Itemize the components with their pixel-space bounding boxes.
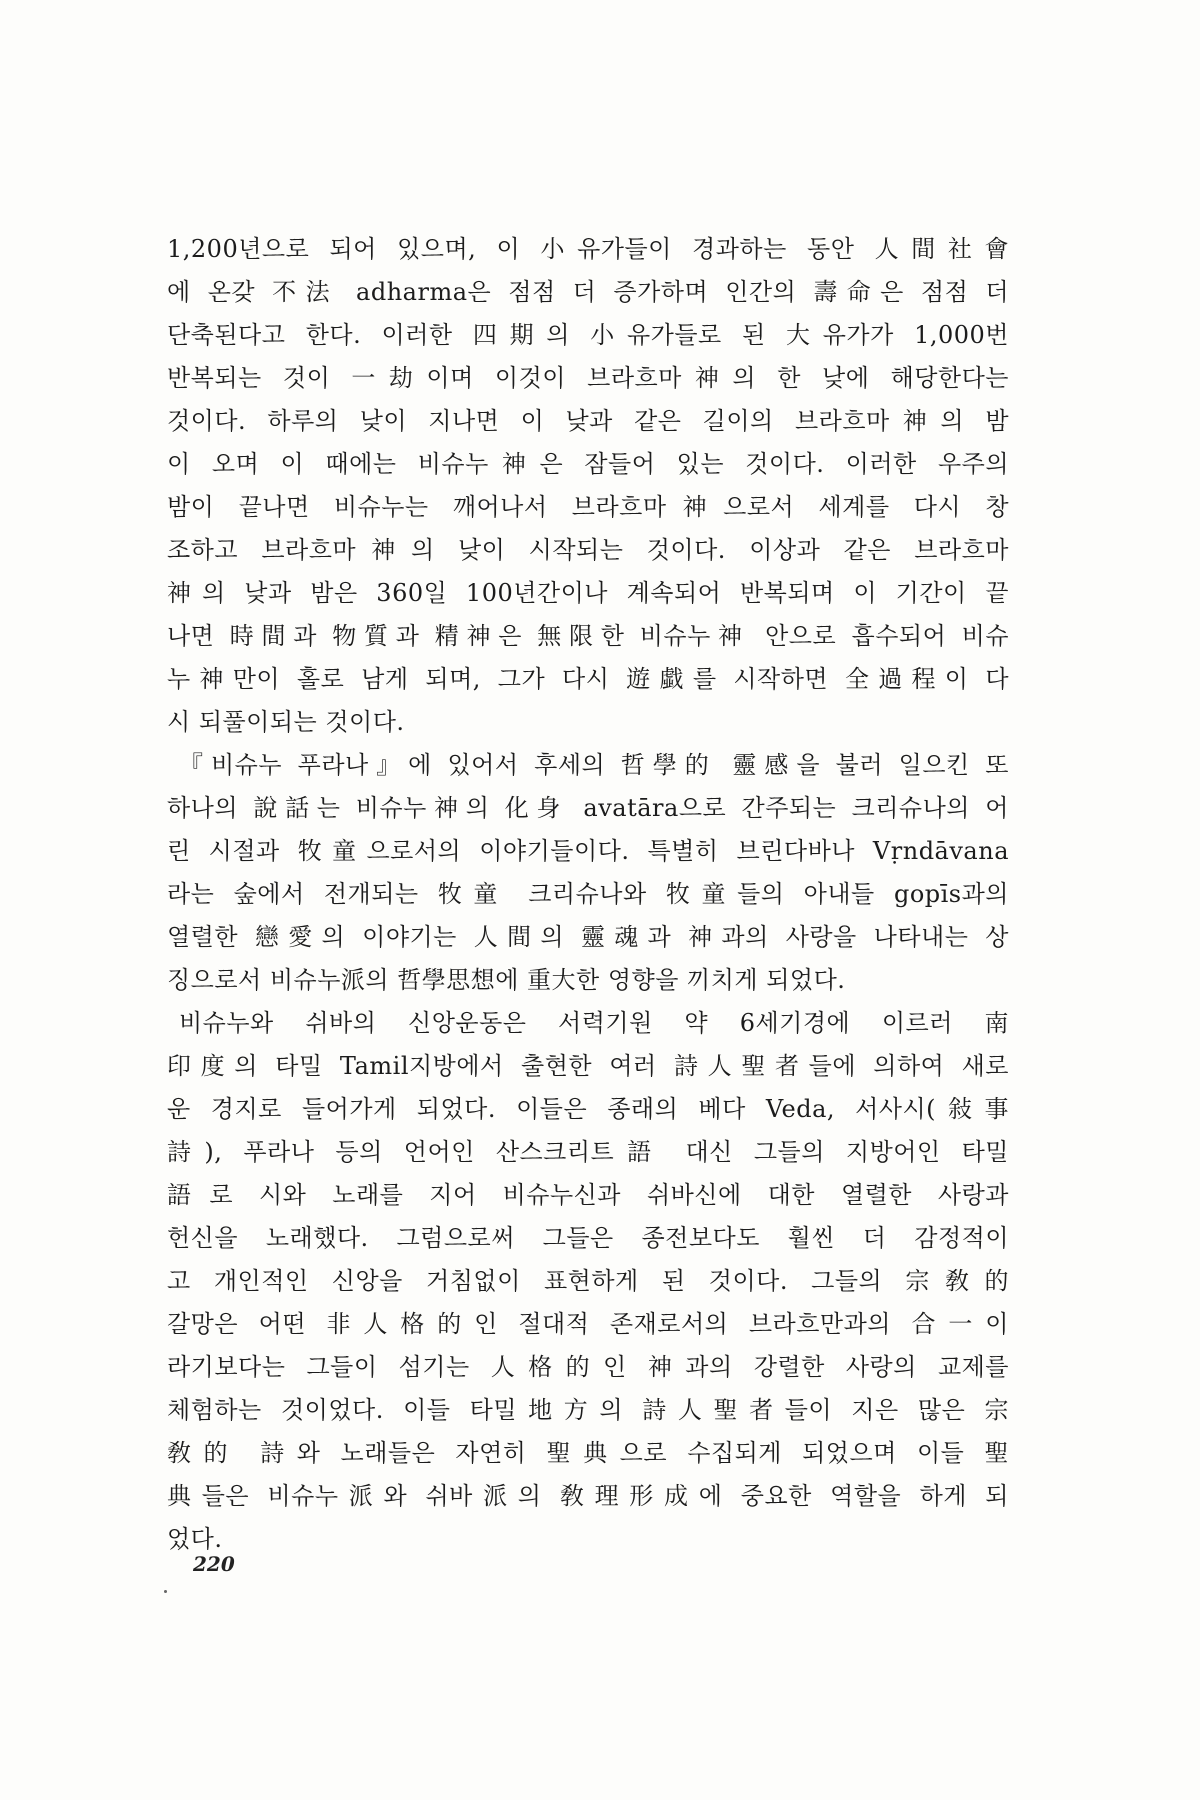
paragraph-start-line: 『비슈누 푸라나』에 있어서 후세의 哲學的 靈感을 불러 일으킨 또 <box>179 751 1009 779</box>
text-line: 나면 時間과 物質과 精神은 無限한 비슈누神 안으로 흡수되어 비슈 <box>167 622 1009 650</box>
text-line: 고 개인적인 신앙을 거침없이 표현하게 된 것이다. 그들의 宗敎的 <box>167 1267 1009 1295</box>
text-line: 체험하는 것이었다. 이들 타밀地方의 詩人聖者들이 지은 많은 宗 <box>167 1396 1009 1424</box>
text-line: 에 온갖 不法 adharma은 점점 더 증가하며 인간의 壽命은 점점 더 <box>167 278 1009 306</box>
text-line: 운 경지로 들어가게 되었다. 이들은 종래의 베다 Veda, 서사시(敍事 <box>167 1095 1009 1123</box>
page-number: 220 <box>193 1552 235 1576</box>
text-line: 하나의 說話는 비슈누神의 化身 avatāra으로 간주되는 크리슈나의 어 <box>167 794 1009 822</box>
text-line: 敎的 詩와 노래들은 자연히 聖典으로 수집되게 되었으며 이들 聖 <box>167 1439 1009 1467</box>
paragraph-start-line: 비슈누와 쉬바의 신앙운동은 서력기원 약 6세기경에 이르러 南 <box>179 1009 1009 1037</box>
text-line: 典들은 비슈누派와 쉬바派의 敎理形成에 중요한 역할을 하게 되 <box>167 1482 1009 1510</box>
text-line: 린 시절과 牧童으로서의 이야기들이다. 특별히 브린다바나 Vṛndāvana <box>167 837 1009 865</box>
text-line: 밤이 끝나면 비슈누는 깨어나서 브라흐마神으로서 세계를 다시 창 <box>167 493 1009 521</box>
text-line: 라기보다는 그들이 섬기는 人格的인 神과의 강렬한 사랑의 교제를 <box>167 1353 1009 1381</box>
text-line: 헌신을 노래했다. 그럼으로써 그들은 종전보다도 훨씬 더 감정적이 <box>167 1224 1009 1252</box>
text-line: 語로 시와 노래를 지어 비슈누신과 쉬바신에 대한 열렬한 사랑과 <box>167 1181 1009 1209</box>
text-line: 것이다. 하루의 낮이 지나면 이 낮과 같은 길이의 브라흐마神의 밤 <box>167 407 1009 435</box>
text-line: 이 오며 이 때에는 비슈누神은 잠들어 있는 것이다. 이러한 우주의 <box>167 450 1009 478</box>
paragraph-end-line: 시 되풀이되는 것이다. <box>167 708 405 736</box>
paragraph-end-line: 징으로서 비슈누派의 哲學思想에 重大한 영향을 끼치게 되었다. <box>167 966 846 994</box>
text-line: 詩), 푸라나 등의 언어인 산스크리트語 대신 그들의 지방어인 타밀 <box>167 1138 1009 1166</box>
text-line: 열렬한 戀愛의 이야기는 人間의 靈魂과 神과의 사랑을 나타내는 상 <box>167 923 1009 951</box>
text-line: 印度의 타밀 Tamil지방에서 출현한 여러 詩人聖者들에 의하여 새로 <box>167 1052 1009 1080</box>
text-line: 누神만이 홀로 남게 되며, 그가 다시 遊戱를 시작하면 全過程이 다 <box>167 665 1009 693</box>
scan-speck <box>164 1590 167 1593</box>
text-line: 神의 낮과 밤은 360일 100년간이나 계속되어 반복되며 이 기간이 끝 <box>167 579 1009 607</box>
text-line: 단축된다고 한다. 이러한 四期의 小유가들로 된 大유가가 1,000번 <box>167 321 1009 349</box>
text-line: 조하고 브라흐마神의 낮이 시작되는 것이다. 이상과 같은 브라흐마 <box>167 536 1009 564</box>
text-line: 1,200년으로 되어 있으며, 이 小유가들이 경과하는 동안 人間社會 <box>167 235 1009 263</box>
text-line: 라는 숲에서 전개되는 牧童 크리슈나와 牧童들의 아내들 gopīs과의 <box>167 880 1009 908</box>
paragraph-end-line: 었다. <box>167 1525 223 1553</box>
text-line: 반복되는 것이 一劫이며 이것이 브라흐마神의 한 낮에 해당한다는 <box>167 364 1009 392</box>
text-line: 갈망은 어떤 非人格的인 절대적 존재로서의 브라흐만과의 合一이 <box>167 1310 1009 1338</box>
body-text <box>167 228 1009 1561</box>
